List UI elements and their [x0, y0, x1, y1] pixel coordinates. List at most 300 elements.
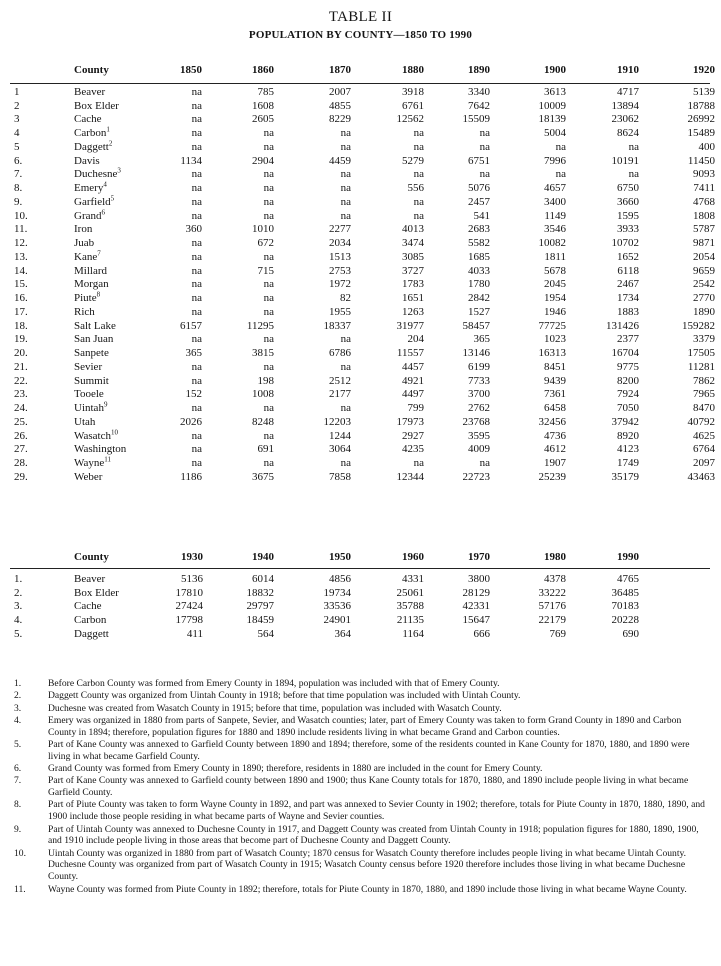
- table-row: [14, 347, 715, 361]
- population-value: 2542: [693, 278, 715, 291]
- population-value: na: [413, 168, 424, 181]
- population-value: 1513: [329, 250, 351, 263]
- county-name: Millard: [74, 264, 107, 277]
- county-name: Box Elder: [74, 586, 119, 599]
- county-name: Salt Lake: [74, 319, 116, 332]
- header-year: 1960: [402, 551, 424, 563]
- population-value: 4768: [693, 195, 715, 208]
- population-value: 3727: [402, 264, 424, 277]
- header-year: 1950: [329, 551, 351, 563]
- population-value: 1023: [544, 333, 566, 346]
- spacer-row: [14, 565, 639, 573]
- population-value: na: [263, 305, 274, 318]
- header-year: 1850: [180, 64, 202, 76]
- population-value: 7996: [544, 154, 566, 167]
- population-value: 2467: [617, 278, 639, 291]
- population-value: 1780: [468, 278, 490, 291]
- footnote-marker: 1: [106, 125, 110, 134]
- table-row: [14, 196, 715, 210]
- population-value: 4856: [329, 572, 351, 585]
- row-number: 14.: [14, 264, 28, 277]
- population-value: 2842: [468, 292, 490, 304]
- footnote: [14, 690, 709, 702]
- population-value: na: [263, 333, 274, 346]
- population-value: na: [191, 127, 202, 139]
- population-value: 4497: [402, 388, 424, 401]
- row-number: 11.: [14, 223, 28, 236]
- row-number: 1.: [14, 572, 23, 585]
- header-year: 1880: [402, 64, 424, 76]
- table-row: [14, 457, 715, 471]
- population-value: na: [191, 237, 202, 249]
- footnote-number: 11.: [14, 883, 26, 895]
- county-name: Piute$^8$: [74, 290, 101, 304]
- footnote: [14, 824, 709, 848]
- population-value: 2177: [329, 388, 351, 401]
- population-value: na: [413, 127, 424, 139]
- population-value: 1883: [617, 305, 639, 318]
- population-value: 27424: [175, 600, 203, 613]
- population-value: na: [191, 402, 202, 414]
- population-value: 6750: [617, 182, 639, 194]
- population-value: 31977: [396, 319, 424, 332]
- population-value: 16704: [611, 347, 639, 359]
- table-row: [14, 600, 639, 614]
- county-name: Box Elder: [74, 99, 119, 112]
- table-row: [14, 388, 715, 402]
- population-value: 769: [549, 627, 566, 640]
- population-value: na: [191, 264, 202, 277]
- population-value: 3546: [544, 223, 566, 236]
- table-row: [14, 168, 715, 182]
- population-value: 3613: [544, 85, 566, 98]
- population-value: 8624: [617, 127, 639, 139]
- row-number: 19.: [14, 333, 28, 346]
- population-value: 541: [473, 209, 490, 222]
- population-value: 8229: [329, 113, 351, 126]
- population-value: 9093: [693, 168, 715, 181]
- population-value: 8470: [693, 402, 715, 414]
- header-county: County: [74, 551, 109, 563]
- population-value: 77725: [538, 319, 566, 332]
- footnote: [14, 703, 709, 715]
- row-number: 23.: [14, 388, 28, 401]
- footnote-number: 2.: [14, 690, 22, 702]
- population-value: 9775: [617, 360, 639, 373]
- county-name: San Juan: [74, 333, 114, 346]
- row-number: 12.: [14, 237, 28, 249]
- population-value: na: [191, 113, 202, 126]
- population-value: na: [191, 278, 202, 291]
- population-value: 13894: [611, 99, 639, 112]
- header-row: [14, 551, 639, 565]
- footnote-marker: 5: [110, 194, 115, 203]
- population-value: 18139: [538, 113, 566, 126]
- population-value: 1808: [693, 209, 715, 222]
- footnote-number: 10.: [14, 847, 26, 859]
- population-value: 4736: [544, 429, 566, 442]
- table-row: [14, 333, 715, 347]
- population-value: na: [191, 333, 202, 346]
- population-value: 131426: [606, 319, 639, 332]
- population-value: 11557: [396, 347, 424, 359]
- table-subtitle: POPULATION BY COUNTY—1850 TO 1990: [248, 29, 473, 41]
- population-value: 2054: [693, 250, 715, 263]
- population-value: na: [263, 429, 274, 442]
- population-value: 2026: [180, 415, 202, 428]
- population-value: 35788: [396, 600, 424, 613]
- county-name: Summit: [74, 374, 109, 387]
- header-year: 1940: [252, 551, 274, 563]
- population-value: na: [479, 127, 490, 139]
- population-value: na: [340, 127, 351, 139]
- population-value: 43463: [687, 470, 715, 483]
- footnote: [14, 775, 709, 799]
- row-number: 29.: [14, 470, 28, 483]
- population-value: 2097: [693, 457, 715, 469]
- footnote-marker: 11: [104, 455, 112, 464]
- population-value: 70183: [611, 600, 639, 613]
- population-value: 7965: [693, 388, 715, 401]
- population-value: 1652: [617, 250, 639, 263]
- population-value: 7050: [617, 402, 639, 414]
- population-value: na: [340, 195, 351, 208]
- header-row: [14, 64, 715, 78]
- population-value: 1749: [617, 457, 639, 469]
- population-value: 3800: [468, 572, 490, 585]
- footnote-marker: 9: [103, 400, 108, 409]
- population-value: na: [263, 127, 274, 139]
- population-value: 1527: [468, 305, 490, 318]
- county-name: Morgan: [74, 278, 109, 291]
- footnote-text: Daggett County was organized from Uintah County in 1918; before that time population was included with Uintah County.: [48, 690, 521, 702]
- population-value: 1734: [617, 292, 639, 304]
- population-value: 2753: [329, 264, 351, 277]
- population-value: na: [479, 457, 490, 469]
- population-value: 4378: [544, 572, 566, 585]
- population-value: 365: [185, 347, 202, 359]
- population-value: 1890: [693, 305, 715, 318]
- population-value: 10082: [538, 237, 566, 249]
- population-value: 3660: [617, 195, 639, 208]
- table-row: [14, 251, 715, 265]
- population-value: 1685: [468, 250, 490, 263]
- header-year: 1860: [252, 64, 274, 76]
- footnote: [14, 884, 709, 896]
- population-value: na: [191, 209, 202, 222]
- county-name: Carbon: [74, 614, 107, 626]
- footnote: [14, 763, 709, 775]
- spacer-cell: [14, 78, 715, 86]
- population-value: 556: [407, 182, 424, 194]
- population-value: 4765: [617, 572, 639, 585]
- footnote-marker: 2: [108, 139, 113, 148]
- population-value: 35179: [611, 470, 639, 483]
- population-value: 564: [257, 627, 274, 640]
- population-value: 411: [186, 627, 203, 640]
- population-value: 17810: [175, 586, 203, 599]
- population-value: 1595: [617, 209, 639, 222]
- population-value: na: [191, 305, 202, 318]
- row-number: 3: [14, 113, 20, 126]
- population-value: 11450: [687, 154, 715, 167]
- footnote-marker: 8: [96, 290, 101, 299]
- county-name: Uintah$^9$: [74, 400, 108, 414]
- population-value: 22723: [462, 470, 490, 483]
- population-value: 1010: [252, 223, 274, 236]
- population-value: 9439: [544, 374, 566, 387]
- footnote-number: 6.: [14, 763, 22, 775]
- population-value: 17505: [687, 347, 715, 359]
- population-value: 1972: [329, 278, 351, 291]
- population-value: 6764: [693, 443, 715, 456]
- county-name: Carbon$^1$: [74, 125, 110, 139]
- population-value: na: [263, 182, 274, 194]
- footnote-text: Wayne County was formed from Piute County in 1892; therefore, totals for Piute County in 1870, 1880, and 1890 include those living in what became Wayne County.: [48, 883, 687, 895]
- population-value: 5004: [544, 127, 566, 139]
- table-row: [14, 182, 715, 196]
- population-value: 3085: [402, 250, 424, 263]
- population-value: 18337: [323, 319, 351, 332]
- table-row: [14, 361, 715, 375]
- row-number: 6.: [14, 154, 23, 167]
- row-number: 4.: [14, 614, 23, 626]
- population-value: 1811: [544, 250, 566, 263]
- footnote-text: Uintah County was organized in 1880 from part of Wasatch County; 1870 census for Wasatch County therefore includes people living in what became Uintah County. Duchesne County was organized from part of Wasatch County in 1915; Wasatch County census before 1920 therefore includes those living in what became Duchesne County.: [48, 847, 687, 883]
- population-value: 1955: [329, 305, 351, 318]
- population-value: 18459: [246, 614, 274, 626]
- population-value: 2007: [329, 85, 351, 98]
- row-number: 22.: [14, 374, 28, 387]
- population-value: 5136: [181, 572, 203, 585]
- population-value: na: [340, 182, 351, 194]
- population-value: 5678: [544, 264, 566, 277]
- row-number: 16.: [14, 292, 28, 304]
- row-number: 28.: [14, 457, 28, 469]
- population-value: 8200: [617, 374, 639, 387]
- row-number: 2.: [14, 586, 23, 599]
- population-value: na: [340, 209, 351, 222]
- population-value: 666: [473, 627, 490, 640]
- row-number: 1: [14, 85, 20, 98]
- row-number: 4: [14, 127, 20, 139]
- population-value: 1134: [180, 154, 202, 167]
- population-value: 1244: [329, 429, 351, 442]
- population-value: 40792: [687, 415, 715, 428]
- population-value: 1783: [402, 278, 424, 291]
- population-value: na: [413, 195, 424, 208]
- population-value: 7411: [693, 182, 715, 194]
- table-row: [14, 375, 715, 389]
- row-number: 25.: [14, 415, 28, 428]
- population-value: 364: [334, 627, 351, 640]
- population-value: 3474: [402, 237, 424, 249]
- population-value: 19734: [323, 586, 351, 599]
- county-name: Emery$^4$: [74, 180, 107, 194]
- county-name: Sanpete: [74, 347, 109, 359]
- county-name: Duchesne$^3$: [74, 166, 121, 181]
- footnote-marker: 6: [101, 207, 105, 216]
- population-value: 690: [622, 627, 639, 640]
- population-value: 16313: [538, 347, 566, 359]
- county-name: Daggett: [74, 627, 109, 640]
- table-title: TABLE II: [328, 9, 393, 25]
- population-table-1850-1920: [14, 64, 715, 485]
- population-value: na: [555, 140, 566, 153]
- row-number: 26.: [14, 429, 28, 442]
- county-name: Garfield$^5$: [74, 194, 115, 208]
- population-value: 5279: [402, 154, 424, 167]
- table-row: [14, 127, 715, 141]
- population-value: 799: [407, 402, 424, 414]
- population-value: 8451: [544, 360, 566, 373]
- population-value: 204: [407, 333, 424, 346]
- population-value: 715: [257, 264, 274, 277]
- county-name: Weber: [74, 470, 103, 483]
- population-value: 360: [185, 223, 202, 236]
- population-value: 5076: [468, 182, 490, 194]
- population-value: na: [263, 195, 274, 208]
- table-row: [14, 628, 639, 642]
- population-value: 6014: [252, 572, 274, 585]
- population-value: 1164: [402, 627, 424, 640]
- population-value: 4013: [402, 223, 424, 236]
- row-number: 3.: [14, 600, 23, 613]
- population-value: 691: [257, 443, 274, 456]
- county-name: Beaver: [74, 85, 106, 98]
- row-number: 21.: [14, 360, 28, 373]
- population-value: na: [191, 140, 202, 153]
- population-value: 7862: [693, 374, 715, 387]
- row-number: 15.: [14, 278, 28, 291]
- population-value: 2683: [468, 223, 490, 236]
- county-name: Utah: [74, 415, 96, 428]
- population-value: na: [263, 250, 274, 263]
- population-value: 3379: [693, 333, 715, 346]
- population-value: na: [479, 168, 490, 181]
- header-year: 1980: [544, 551, 566, 563]
- population-value: 6118: [617, 264, 639, 277]
- row-number: 8.: [14, 182, 23, 194]
- population-value: na: [263, 168, 274, 181]
- population-value: na: [191, 168, 202, 181]
- footnote-text: Part of Piute County was taken to form Wayne County in 1892, and part was annexed to Sevier County in 1902; therefore, totals for Piute County in 1870, 1880, 1890, and 1900 include those people residing in what became parts of Wayne and Sevier counties.: [48, 799, 705, 823]
- population-value: 198: [257, 374, 274, 387]
- population-value: 1149: [544, 209, 566, 222]
- population-value: na: [191, 443, 202, 456]
- footnote: [14, 848, 709, 883]
- county-name: Davis: [74, 154, 100, 167]
- population-value: 12562: [396, 113, 424, 126]
- population-value: 6751: [468, 154, 490, 167]
- population-value: na: [263, 457, 274, 469]
- population-value: 10009: [538, 99, 566, 112]
- population-value: na: [413, 209, 424, 222]
- population-value: 12344: [396, 470, 424, 483]
- row-number: 7.: [14, 168, 23, 181]
- county-name: Wayne$^{11}$: [74, 455, 112, 469]
- table-row: [14, 237, 715, 251]
- population-value: 1946: [544, 305, 566, 318]
- footnote-text: Before Carbon County was formed from Emery County in 1894, population was included with that of Emery County.: [48, 678, 500, 689]
- footnote-number: 8.: [14, 799, 22, 811]
- population-value: 24901: [323, 614, 351, 626]
- population-value: 4009: [468, 443, 490, 456]
- population-value: 33222: [538, 586, 566, 599]
- row-number: 5.: [14, 627, 23, 640]
- header-index-cell: [14, 64, 74, 78]
- county-name: Wasatch$^{10}$: [74, 427, 118, 442]
- footnote-text: Part of Kane County was annexed to Garfield County between 1890 and 1894; therefore, some of the residents counted in Kane County for 1870, 1880, and 1890 were living in what became Garfield County.: [48, 738, 690, 762]
- population-value: 26992: [687, 113, 715, 126]
- population-value: na: [340, 402, 351, 414]
- row-number: 10.: [14, 209, 28, 222]
- population-value: 20228: [611, 614, 639, 626]
- population-value: na: [191, 85, 202, 98]
- population-value: na: [191, 457, 202, 469]
- population-value: na: [191, 195, 202, 208]
- footnote-text: Duchesne was created from Wasatch County in 1915; before that time, population was included with Wasatch County.: [48, 702, 502, 714]
- row-number: 9.: [14, 195, 23, 208]
- population-value: 3918: [402, 85, 424, 98]
- population-value: na: [263, 292, 274, 304]
- population-value: 159282: [682, 319, 715, 332]
- population-value: 3595: [468, 429, 490, 442]
- population-value: 29797: [246, 600, 274, 613]
- population-value: 22179: [538, 614, 566, 626]
- population-value: 4612: [544, 443, 566, 456]
- population-value: 6157: [180, 319, 202, 332]
- population-value: 3400: [544, 195, 566, 208]
- table-row: [14, 292, 715, 306]
- population-value: 18788: [687, 99, 715, 112]
- population-value: 6199: [468, 360, 490, 373]
- footnote: [14, 715, 709, 739]
- header-year: 1920: [693, 64, 715, 76]
- population-value: na: [191, 429, 202, 442]
- table-row: [14, 265, 715, 279]
- population-value: 17798: [175, 614, 203, 626]
- footnote-number: 4.: [14, 714, 22, 726]
- population-value: 10702: [611, 237, 639, 249]
- table-row: [14, 587, 639, 601]
- table-row: [14, 141, 715, 155]
- population-value: 4123: [617, 443, 639, 456]
- population-value: 21135: [396, 614, 424, 626]
- population-value: 672: [257, 237, 274, 249]
- footnote-marker: 4: [103, 180, 107, 189]
- population-value: na: [263, 140, 274, 153]
- population-value: 10191: [611, 154, 639, 167]
- footnote-text: Emery was organized in 1880 from parts of Sanpete, Sevier, and Wasatch counties; later, part of Emery County was taken to form Grand County in 1890 and Carbon County in 1894; therefore, population figures for 1880 and 1890 include residents living in what became Grand and Carbon counties.: [48, 714, 682, 738]
- county-name: Washington: [74, 443, 127, 456]
- population-value: 152: [185, 388, 202, 401]
- footnote: [14, 678, 709, 690]
- population-value: 25239: [538, 470, 566, 483]
- table-row: [14, 278, 715, 292]
- population-value: 2904: [252, 154, 274, 167]
- population-value: 57176: [538, 600, 566, 613]
- population-table-1930-1990: [14, 551, 639, 642]
- population-value: 4625: [693, 429, 715, 442]
- population-value: na: [263, 278, 274, 291]
- population-value: 15509: [462, 113, 490, 126]
- population-value: 23062: [611, 113, 639, 126]
- population-value: 8248: [252, 415, 274, 428]
- table-row: [14, 416, 715, 430]
- population-value: 3933: [617, 223, 639, 236]
- population-value: na: [340, 457, 351, 469]
